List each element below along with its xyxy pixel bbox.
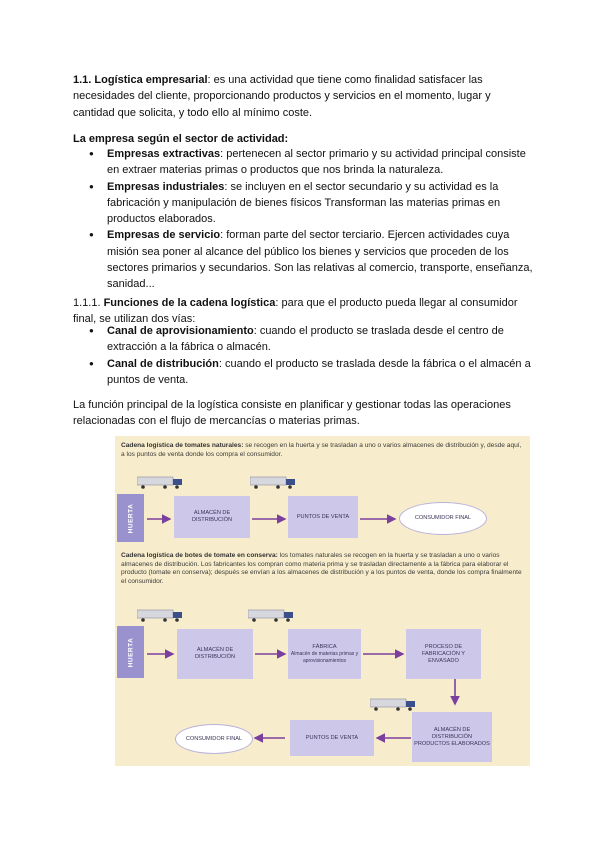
puntos-venta-box: PUNTOS DE VENTA	[290, 720, 374, 756]
consumidor-ellipse: CONSUMIDOR FINAL	[175, 724, 253, 754]
truck-icon	[137, 476, 183, 489]
almacen-box: ALMACÉN DE DISTRIBUCIÓN	[177, 629, 253, 679]
list-item	[73, 146, 535, 179]
sector-text: : pertenecen al sector primario y su actividad principal consiste en extraer materias primas o productos que nos brinda la naturaleza.	[107, 148, 526, 177]
truck-icon	[370, 698, 416, 711]
sector-heading: La empresa según el sector de actividad:	[73, 133, 289, 145]
consumidor-ellipse: CONSUMIDOR FINAL	[399, 502, 487, 535]
chain2-text: los tomates naturales se recogen en la huerta y se trasladan a uno o varios almacenes de distribución. Los fabricantes los compran como materia prima y se trasladan directamente a la fábrica para elaborar el producto (tomate en conserva); después se envían a los almacenes de distribución y a los puntos de venta, donde los compra finalmente el consumidor.	[121, 552, 522, 585]
chain2-title: Cadena logística de botes de tomate en conserva:	[121, 552, 278, 559]
almacen-productos-box: ALMACÉN DE DISTRIBUCIÓN PRODUCTOS ELABORADOS	[412, 712, 492, 762]
channel-list	[73, 323, 535, 388]
channel-text: : cuando el producto se traslada desde la fábrica o el almacén a puntos de venta.	[107, 357, 531, 386]
channel-text: : cuando el producto se traslada desde el centro de extracción a la fábrica o almacén.	[107, 325, 504, 354]
logistica-term: 1.1. Logística empresarial	[73, 74, 208, 86]
puntos-venta-box: PUNTOS DE VENTA	[288, 496, 358, 538]
list-item	[73, 323, 535, 356]
truck-icon	[250, 476, 296, 489]
sector-term: Empresas de servicio	[107, 229, 221, 242]
truck-icon	[248, 609, 294, 622]
functions-term: Funciones de la cadena logística	[103, 297, 276, 309]
sector-text: : forman parte del sector terciario. Ejercen actividades cuya misión sea poner al alcance del público los bienes y servicios que proceden de los sectores primarios y secundarios. Son las relativas al comercio, transporte, enseñanza, sanidad...	[107, 229, 533, 291]
channel-term: Canal de distribución	[107, 357, 219, 370]
huerta-box: HUERTA	[117, 626, 144, 678]
huerta-box: HUERTA	[117, 494, 144, 542]
list-item	[73, 227, 535, 292]
chain1-text: se recogen en la huerta y se trasladan a uno o varios almacenes de distribución y, desde aquí, a los puntos de venta donde los compra el consumidor.	[121, 442, 522, 458]
list-item	[73, 179, 535, 228]
fabrica-sublabel: Almacén de materias primas y aprovisionamientos	[290, 650, 359, 664]
sector-list	[73, 146, 535, 293]
sector-term: Empresas industriales	[107, 180, 225, 193]
intro-paragraph	[73, 72, 535, 121]
closing-paragraph: La función principal de la logística consiste en planificar y gestionar todas las operaciones relacionadas con el flujo de mercancías o materias primas.	[73, 399, 511, 428]
chain1-caption	[121, 442, 526, 459]
truck-icon	[137, 609, 183, 622]
list-item	[73, 356, 535, 389]
section-number: 1.1.1.	[73, 297, 104, 309]
functions-text: : para que el producto pueda llegar al consumidor final, se utilizan dos vías:	[73, 297, 518, 326]
sector-term: Empresas extractivas	[107, 148, 221, 160]
channel-term: Canal de aprovisionamiento	[107, 325, 254, 337]
almacen-box: ALMACÉN DE DISTRIBUCIÓN	[174, 496, 250, 538]
chain1-title: Cadena logística de tomates naturales:	[121, 442, 244, 449]
chain2-caption	[121, 552, 526, 586]
logistics-chain-figure	[115, 436, 530, 766]
fabrica-label: FÁBRICA	[312, 643, 337, 650]
sector-text: : se incluyen en el sector secundario y su actividad es la fabricación y manipulación de bienes físicos Transforman las materias primas en productos elaborados.	[107, 180, 501, 226]
proceso-box: PROCESO DE FABRICACIÓN Y ENVASADO	[406, 629, 481, 679]
fabrica-box	[288, 629, 361, 679]
logistica-definition: : es una actividad que tiene como finalidad satisfacer las necesidades del cliente, proporcionando productos y servicios en el momento, lugar y cantidad que solicita, y todo ello al mínimo coste.	[73, 74, 491, 119]
